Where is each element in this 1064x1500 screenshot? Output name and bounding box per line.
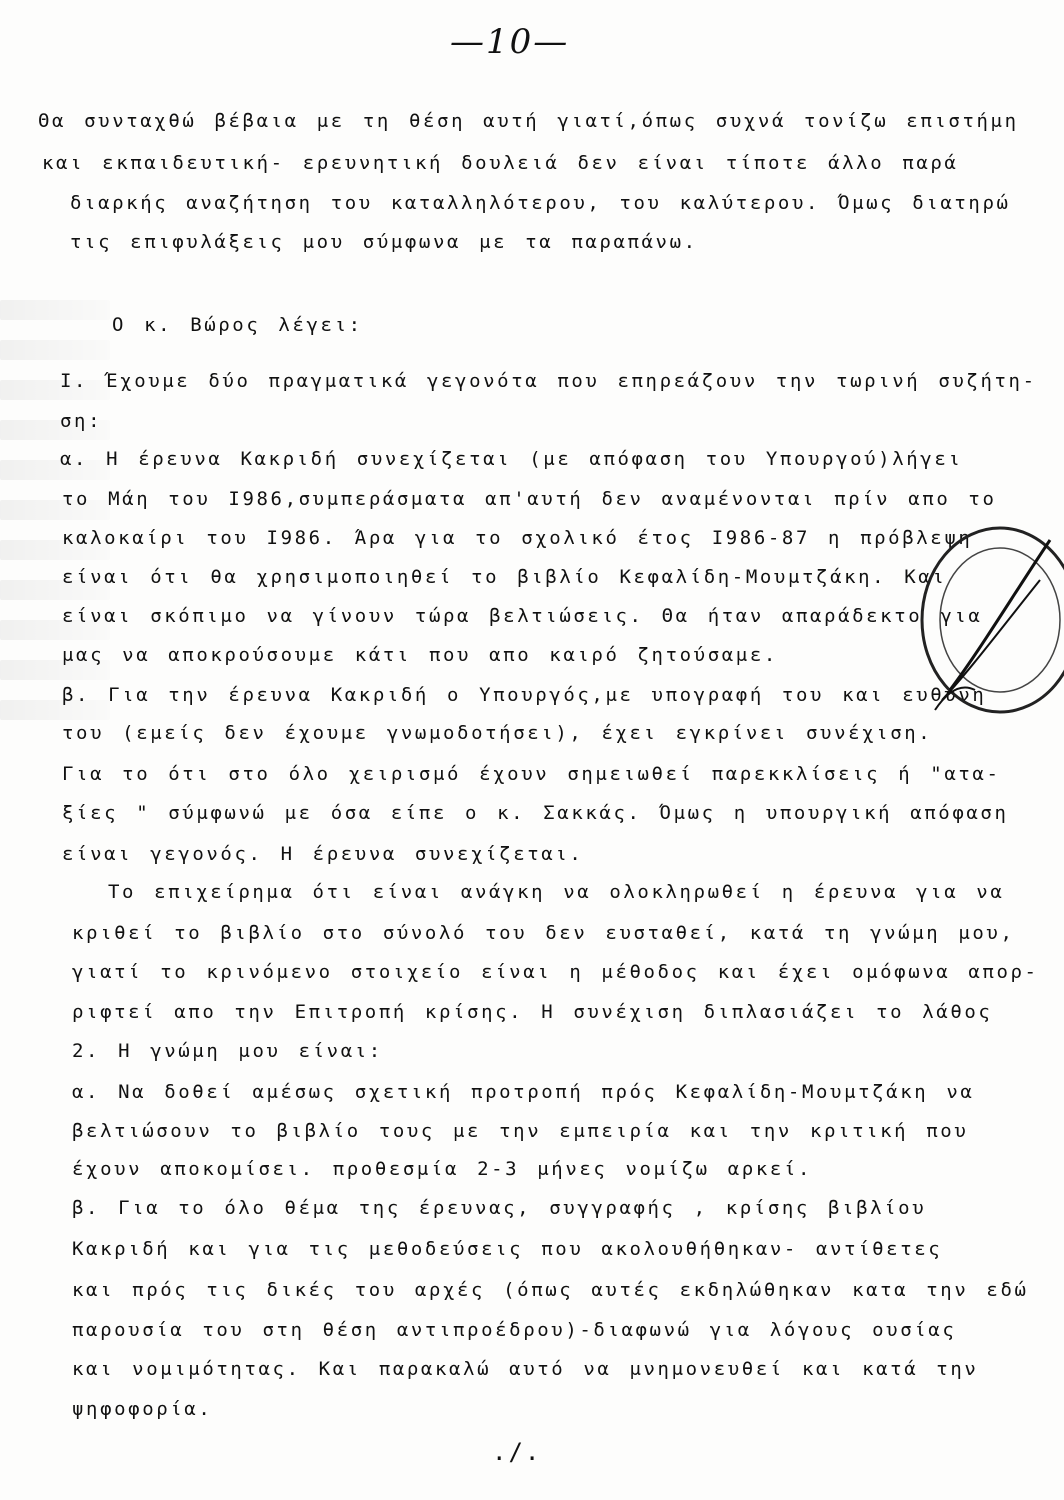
- text-line: μας να αποκρούσουμε κάτι που απο καιρό ζητούσαμε.: [62, 644, 778, 666]
- text-line: Θα συνταχθώ βέβαια με τη θέση αυτή γιατί,όπως συχνά τονίζω επιστήμη: [38, 110, 1019, 132]
- text-line: ψηφοφορία.: [72, 1398, 213, 1420]
- text-line: το Μάη του Ι986,συμπεράσματα απ'αυτή δεν αναμένονται πρίν απο το: [62, 488, 997, 510]
- text-line: παρουσία του στη θέση αντιπροέδρου)-διαφωνώ για λόγους ουσίας: [72, 1319, 957, 1341]
- text-line: ση:: [60, 410, 103, 432]
- text-line: α. Να δοθεί αμέσως σχετική προτροπή πρός Κεφαλίδη-Μουμτζάκη να: [72, 1081, 975, 1103]
- text-line: β. Για την έρευνα Κακριδή ο Υπουργός,με υπογραφή του και ευθύνη: [62, 684, 987, 706]
- text-line: ξίες " σύμφωνώ με όσα είπε ο κ. Σακκάς. Όμως η υπουργική απόφαση: [62, 802, 1009, 824]
- text-line: είναι ότι θα χρησιμοποιηθεί το βιβλίο Κεφαλίδη-Μουμτζάκη. Και: [62, 566, 947, 588]
- text-line: είναι σκόπιμο να γίνουν τώρα βελτιώσεις. Θα ήταν απαράδεκτο για: [62, 605, 983, 627]
- text-line: καλοκαίρι του Ι986. Άρα για το σχολικό έτος Ι986-87 η πρόβλεψη: [62, 527, 973, 549]
- page-number: —10—: [450, 22, 570, 62]
- text-line: τις επιφυλάξεις μου σύμφωνα με τα παραπάνω.: [70, 231, 698, 253]
- text-line: διαρκής αναζήτηση του καταλληλότερου, του καλύτερου. Όμως διατηρώ: [70, 192, 1011, 214]
- text-line: και πρός τις δικές του αρχές (όπως αυτές εκδηλώθηκαν κατα την εδώ: [72, 1279, 1029, 1301]
- text-line: β. Για το όλο θέμα της έρευνας, συγγραφής , κρίσης βιβλίου: [72, 1197, 927, 1219]
- text-line: και νομιμότητας. Και παρακαλώ αυτό να μνημονευθεί και κατά την: [72, 1358, 979, 1380]
- text-line: Το επιχείρημα ότι είναι ανάγκη να ολοκληρωθεί η έρευνα για να: [108, 881, 1005, 903]
- text-line: και εκπαιδευτική- ερευνητική δουλειά δεν είναι τίποτε άλλο παρά: [42, 152, 959, 174]
- text-line: Ο κ. Βώρος λέγει:: [112, 314, 363, 336]
- text-line: Ι. Έχουμε δύο πραγματικά γεγονότα που επηρεάζουν την τωρινή συζήτη-: [60, 370, 1037, 392]
- text-line: Κακριδή και για τις μεθοδεύσεις που ακολουθήθηκαν- αντίθετες: [72, 1238, 943, 1260]
- text-line: κριθεί το βιβλίο στο σύνολό του δεν ευσταθεί, κατά τη γνώμη μου,: [72, 922, 1015, 944]
- text-line: βελτιώσουν το βιβλίο τους με την εμπειρία και την κριτική που: [72, 1120, 969, 1142]
- page-continuation-mark: ./.: [492, 1438, 542, 1466]
- text-line: ριφτεί απο την Επιτροπή κρίσης. Η συνέχιση διπλασιάζει το λάθος: [72, 1001, 993, 1023]
- text-line: έχουν αποκομίσει. προθεσμία 2-3 μήνες νομίζω αρκεί.: [72, 1158, 812, 1180]
- text-line: α. Η έρευνα Κακριδή συνεχίζεται (με απόφαση του Υπουργού)λήγει: [60, 448, 963, 470]
- text-line: είναι γεγονός. Η έρευνα συνεχίζεται.: [62, 843, 584, 865]
- text-line: Για το ότι στο όλο χειρισμό έχουν σημειωθεί παρεκκλίσεις ή "ατα-: [62, 763, 1001, 785]
- text-line: γιατί το κρινόμενο στοιχείο είναι η μέθοδος και έχει ομόφωνα απορ-: [72, 961, 1039, 983]
- official-stamp-with-signature: [890, 510, 1064, 730]
- text-line: 2. Η γνώμη μου είναι:: [72, 1040, 383, 1062]
- text-line: του (εμείς δεν έχουμε γνωμοδοτήσει), έχει εγκρίνει συνέχιση.: [62, 722, 933, 744]
